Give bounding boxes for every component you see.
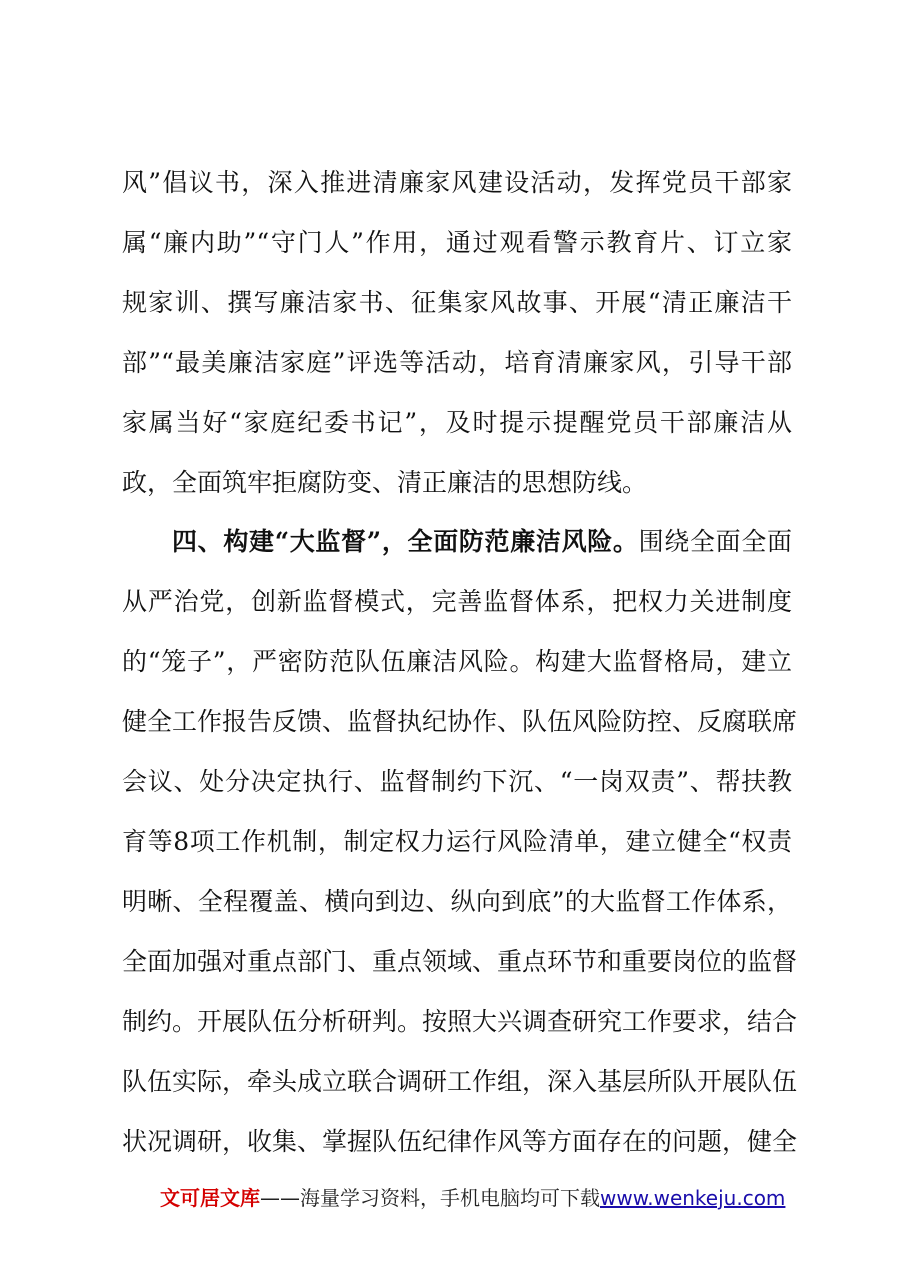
body-line-4: 部”“最美廉洁家庭”评选等活动，培育清廉家风，引导干部 — [122, 348, 792, 377]
footer-tagline: ——海量学习资料，手机电脑均可下载 — [260, 1186, 600, 1210]
body-line-6: 政，全面筑牢拒腐防变、清正廉洁的思想防线。 — [122, 468, 648, 497]
section-line-5: 育等8项工作机制，制定权力运行风险清单，建立健全“权责 — [122, 827, 792, 856]
section-first-line-rest: 围绕全面全面 — [638, 527, 792, 556]
footer-brand: 文可居文库 — [160, 1186, 260, 1210]
section-line-4: 会议、处分决定执行、监督制约下沉、“一岗双责”、帮扶教 — [122, 767, 792, 796]
section-line-6: 明晰、全程覆盖、横向到边、纵向到底”的大监督工作体系， — [122, 887, 792, 916]
section-line-2: 的“笼子”，严密防范队伍廉洁风险。构建大监督格局，建立 — [122, 647, 792, 676]
section-line-8: 制约。开展队伍分析研判。按照大兴调查研究工作要求，结合 — [122, 1007, 798, 1036]
section-line-1: 从严治党，创新监督模式，完善监督体系，把权力关进制度 — [122, 587, 792, 616]
footer-watermark — [160, 1183, 785, 1213]
section-first-line — [172, 522, 792, 562]
section-line-9: 队伍实际，牵头成立联合调研工作组，深入基层所队开展队伍 — [122, 1067, 798, 1096]
footer-url-link[interactable]: www.wenkeju.com — [600, 1186, 786, 1210]
body-line-2: 属“廉内助”“守门人”作用，通过观看警示教育片、订立家 — [122, 228, 792, 257]
body-line-3: 规家训、撰写廉洁家书、征集家风故事、开展“清正廉洁干 — [122, 288, 792, 317]
body-line-5: 家属当好“家庭纪委书记”，及时提示提醒党员干部廉洁从 — [122, 408, 792, 437]
section-line-7: 全面加强对重点部门、重点领域、重点环节和重要岗位的监督 — [122, 947, 798, 976]
section-line-10: 状况调研，收集、掌握队伍纪律作风等方面存在的问题，健全 — [122, 1127, 798, 1156]
section-heading: 四、构建“大监督”，全面防范廉洁风险。 — [172, 527, 639, 556]
section-line-3: 健全工作报告反馈、监督执纪协作、队伍风险防控、反腐联席 — [122, 707, 798, 736]
body-line-1: 风”倡议书，深入推进清廉家风建设活动，发挥党员干部家 — [122, 168, 792, 197]
